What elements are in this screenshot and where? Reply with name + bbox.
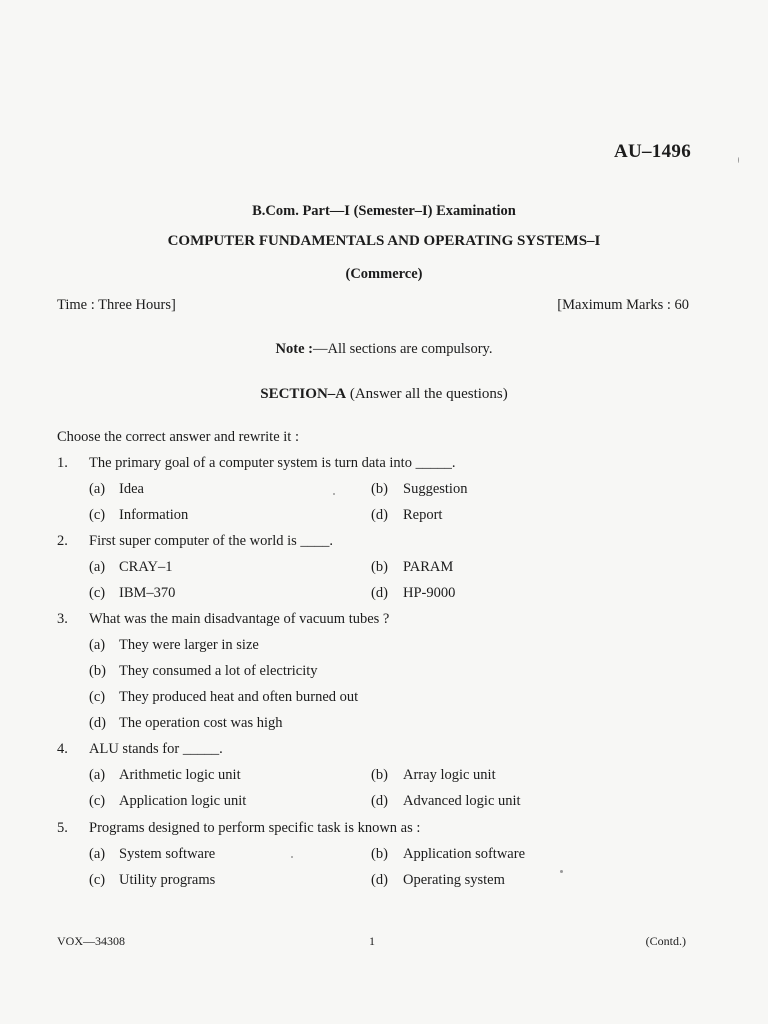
option-text: Array logic unit <box>403 767 496 783</box>
option-text: Advanced logic unit <box>403 793 521 809</box>
question-number: 1. <box>57 455 68 471</box>
note <box>0 341 768 358</box>
question-number: 3. <box>57 611 68 627</box>
note-label: Note : <box>275 341 313 357</box>
footer-code: VOX—34308 <box>57 934 125 948</box>
option-text: Application software <box>403 846 526 862</box>
option-text: Application logic unit <box>119 793 247 809</box>
scan-speck <box>560 870 563 873</box>
continued-label: (Contd.) <box>645 934 686 948</box>
option-label: (a) <box>89 559 106 575</box>
question-number: 5. <box>57 820 68 836</box>
option-label: (d) <box>371 507 388 523</box>
question-number: 4. <box>57 741 68 757</box>
question-text: ALU stands for _____. <box>89 741 223 757</box>
option-text: PARAM <box>403 559 454 575</box>
option-text: They consumed a lot of electricity <box>119 663 318 679</box>
option-text: Operating system <box>403 872 505 888</box>
question-text: Programs designed to perform specific task is known as : <box>89 820 421 836</box>
option-text: Suggestion <box>403 481 468 497</box>
section-title: SECTION–A <box>260 386 347 402</box>
option-label: (c) <box>89 507 106 523</box>
option-text: They produced heat and often burned out <box>119 689 359 705</box>
option-label: (b) <box>371 481 388 497</box>
maximum-marks: [Maximum Marks : 60 <box>557 297 689 313</box>
option-text: Idea <box>119 481 144 497</box>
option-label: (c) <box>89 872 106 888</box>
option-label: (a) <box>89 481 106 497</box>
note-text: —All sections are compulsory. <box>312 341 493 357</box>
option-text: HP-9000 <box>403 585 456 601</box>
option-label: (c) <box>89 793 106 809</box>
option-label: (b) <box>371 846 388 862</box>
section-subtitle: (Answer all the questions) <box>346 386 508 402</box>
section-heading <box>0 386 768 403</box>
option-label: (b) <box>371 767 388 783</box>
exam-title: B.Com. Part—I (Semester–I) Examination <box>252 203 516 219</box>
page-number: 1 <box>369 934 375 948</box>
option-label: (d) <box>371 585 388 601</box>
option-text: CRAY–1 <box>119 559 173 575</box>
paper-code: AU–1496 <box>613 141 691 162</box>
option-label: (c) <box>89 585 106 601</box>
time-allowed: Time : Three Hours] <box>57 297 176 313</box>
question-text: The primary goal of a computer system is turn data into _____. <box>89 455 456 471</box>
option-label: (b) <box>371 559 388 575</box>
instruction-text: Choose the correct answer and rewrite it : <box>57 429 299 445</box>
option-label: (d) <box>371 793 388 809</box>
option-label: (a) <box>89 637 106 653</box>
option-text: Utility programs <box>119 872 216 888</box>
option-label: (a) <box>89 767 106 783</box>
option-text: IBM–370 <box>119 585 176 601</box>
option-text: Information <box>119 507 189 523</box>
option-text: The operation cost was high <box>119 715 283 731</box>
option-label: (c) <box>89 689 106 705</box>
question-number: 2. <box>57 533 68 549</box>
option-text: They were larger in size <box>119 637 259 653</box>
option-label: (a) <box>89 846 106 862</box>
scan-speck <box>291 856 293 858</box>
scan-speck <box>333 493 335 495</box>
option-label: (d) <box>371 872 388 888</box>
option-label: (b) <box>89 663 106 679</box>
option-label: (d) <box>89 715 106 731</box>
question-text: First super computer of the world is ____. <box>89 533 334 549</box>
question-text: What was the main disadvantage of vacuum tubes ? <box>89 611 390 627</box>
option-text: System software <box>119 846 216 862</box>
option-text: Report <box>403 507 443 523</box>
option-text: Arithmetic logic unit <box>119 767 241 783</box>
scan-speck <box>738 157 739 163</box>
subject-title: COMPUTER FUNDAMENTALS AND OPERATING SYSTEMS–I <box>167 233 601 249</box>
stream-label: (Commerce) <box>345 266 423 282</box>
